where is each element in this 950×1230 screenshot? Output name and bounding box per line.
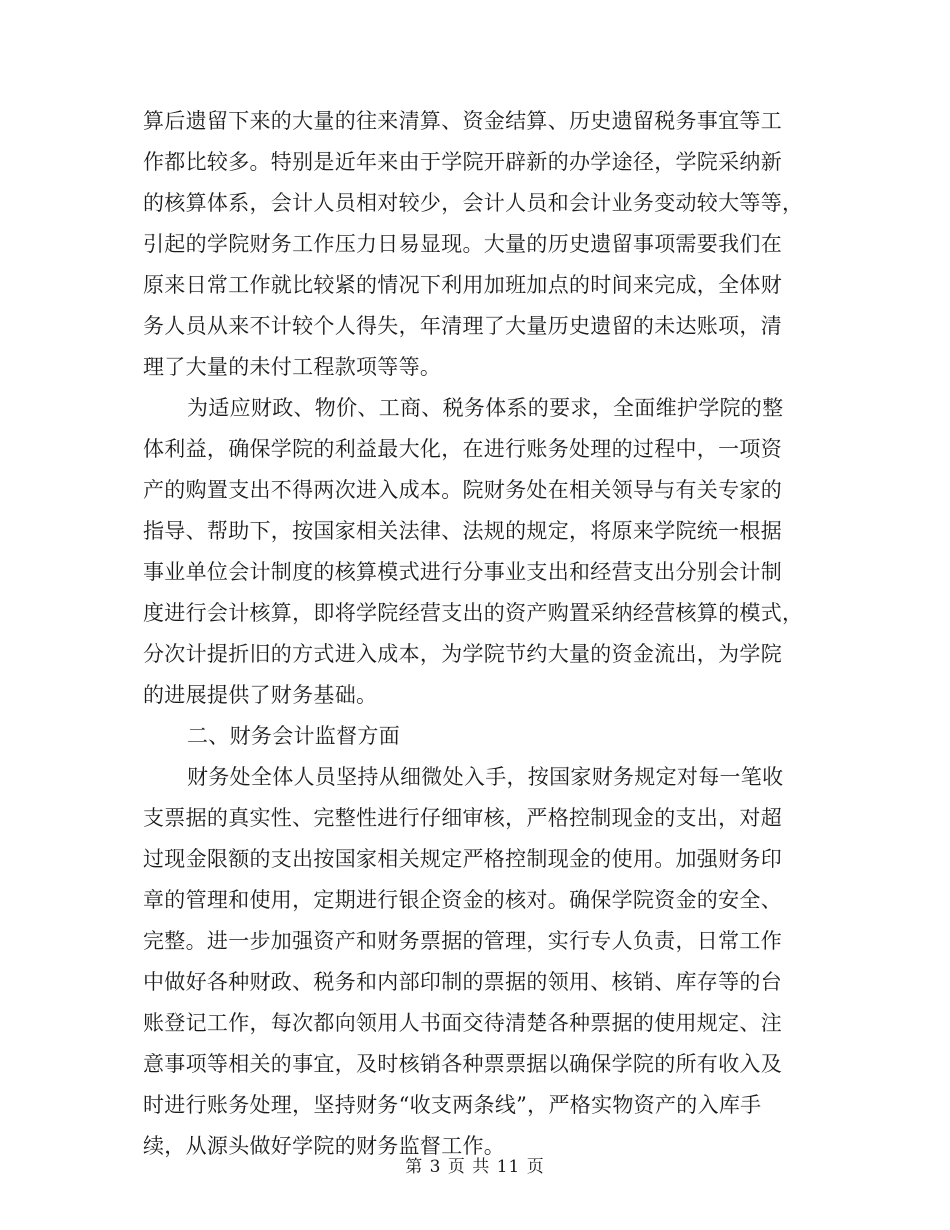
text-line: 分次计提折旧的方式进入成本，为学院节约大量的资金流出，为学院 xyxy=(143,642,782,666)
text-line: 意事项等相关的事宜，及时核销各种票票据以确保学院的所有收入及 xyxy=(143,1052,782,1076)
text-line: 为适应财政、物价、工商、税务体系的要求，全面维护学院的整 xyxy=(187,396,784,420)
text-line: 原来日常工作就比较紧的情况下利用加班加点的时间来完成，全体财 xyxy=(143,273,782,297)
text-line: 务人员从来不计较个人得失，年清理了大量历史遗留的未达账项，清 xyxy=(143,314,782,338)
section-heading: 二、财务会计监督方面 xyxy=(187,724,400,748)
text-line: 账登记工作，每次都向领用人书面交待清楚各种票据的使用规定、注 xyxy=(143,1011,782,1035)
text-line: 体利益，确保学院的利益最大化，在进行账务处理的过程中，一项资 xyxy=(143,437,782,461)
page-number-footer: 第 3 页 共 11 页 xyxy=(405,1157,545,1177)
text-line: 财务处全体人员坚持从细微处入手，按国家财务规定对每一笔收 xyxy=(187,765,784,789)
text-line: 作都比较多。特别是近年来由于学院开辟新的办学途径，学院采纳新 xyxy=(143,150,782,174)
text-line: 理了大量的未付工程款项等等。 xyxy=(143,355,442,379)
text-line: 续，从源头做好学院的财务监督工作。 xyxy=(143,1134,506,1158)
text-line: 产的购置支出不得两次进入成本。院财务处在相关领导与有关专家的 xyxy=(143,478,782,502)
text-line: 时进行账务处理，坚持财务“收支两条线”，严格实物资产的入库手 xyxy=(143,1093,762,1117)
text-line: 章的管理和使用，定期进行银企资金的核对。确保学院资金的安全、 xyxy=(143,888,782,912)
document-body xyxy=(143,101,818,1167)
text-line: 度进行会计核算，即将学院经营支出的资产购置采纳经营核算的模式， xyxy=(143,601,804,625)
text-line: 完整。进一步加强资产和财务票据的管理，实行专人负责，日常工作 xyxy=(143,929,782,953)
text-line: 算后遗留下来的大量的往来清算、资金结算、历史遗留税务事宜等工 xyxy=(143,109,782,133)
text-line: 事业单位会计制度的核算模式进行分事业支出和经营支出分别会计制 xyxy=(143,560,782,584)
text-line: 中做好各种财政、税务和内部印制的票据的领用、核销、库存等的台 xyxy=(143,970,782,994)
text-line: 的进展提供了财务基础。 xyxy=(143,683,378,707)
text-line: 引起的学院财务工作压力日易显现。大量的历史遗留事项需要我们在 xyxy=(143,232,782,256)
text-line: 过现金限额的支出按国家相关规定严格控制现金的使用。加强财务印 xyxy=(143,847,782,871)
text-line: 支票据的真实性、完整性进行仔细审核，严格控制现金的支出，对超 xyxy=(143,806,782,830)
paragraph-1 xyxy=(143,101,818,388)
text-line: 的核算体系，会计人员相对较少，会计人员和会计业务变动较大等等， xyxy=(143,191,804,215)
paragraph-2 xyxy=(143,388,818,716)
text-line: 指导、帮助下，按国家相关法律、法规的规定，将原来学院统一根据 xyxy=(143,519,782,543)
paragraph-3 xyxy=(143,757,818,1167)
